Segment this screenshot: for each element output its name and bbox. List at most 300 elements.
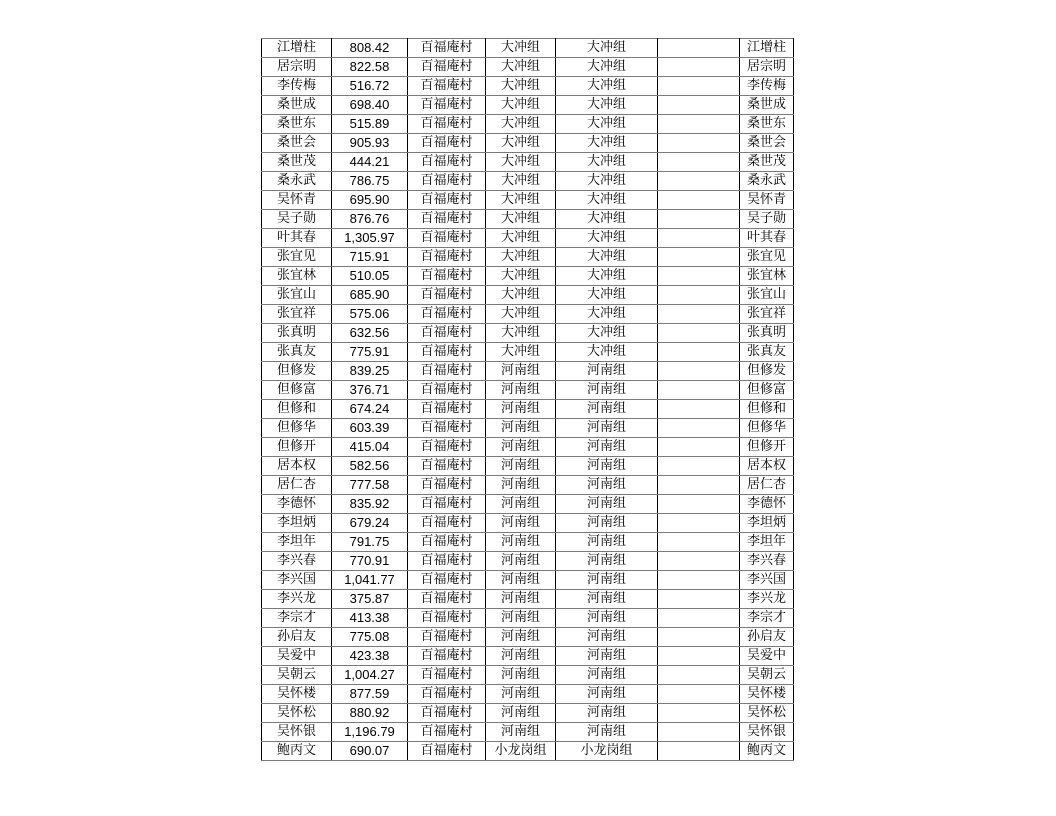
name-cell: 桑世成 [262,96,332,115]
group-cell: 大冲组 [486,153,556,172]
group-name-cell: 大冲组 [556,39,658,58]
blank-cell [658,514,740,533]
group-name-cell: 大冲组 [556,172,658,191]
recipient-name-cell: 吴朝云 [740,666,794,685]
group-name-cell: 小龙岗组 [556,742,658,761]
table-row [262,457,794,476]
amount-cell: 775.08 [332,628,408,647]
recipient-name-cell: 居本权 [740,457,794,476]
name-cell: 李坦年 [262,533,332,552]
recipient-name-cell: 桑世成 [740,96,794,115]
blank-cell [658,400,740,419]
group-name-cell: 河南组 [556,609,658,628]
recipient-name-cell: 张真明 [740,324,794,343]
table-row [262,514,794,533]
group-name-cell: 大冲组 [556,305,658,324]
group-cell: 河南组 [486,647,556,666]
table-row [262,628,794,647]
group-cell: 大冲组 [486,229,556,248]
recipient-name-cell: 但修发 [740,362,794,381]
group-name-cell: 河南组 [556,571,658,590]
group-cell: 河南组 [486,704,556,723]
amount-cell: 775.91 [332,343,408,362]
group-cell: 大冲组 [486,172,556,191]
recipient-name-cell: 吴怀青 [740,191,794,210]
recipient-name-cell: 李坦年 [740,533,794,552]
recipient-name-cell: 张真友 [740,343,794,362]
village-cell: 百福庵村 [408,381,486,400]
table-row [262,153,794,172]
recipient-name-cell: 但修富 [740,381,794,400]
recipient-name-cell: 吴爱中 [740,647,794,666]
blank-cell [658,571,740,590]
blank-cell [658,495,740,514]
village-cell: 百福庵村 [408,343,486,362]
amount-cell: 515.89 [332,115,408,134]
recipient-name-cell: 李宗才 [740,609,794,628]
blank-cell [658,248,740,267]
blank-cell [658,552,740,571]
name-cell: 但修华 [262,419,332,438]
group-name-cell: 河南组 [556,419,658,438]
group-name-cell: 大冲组 [556,58,658,77]
table-row [262,742,794,761]
amount-cell: 413.38 [332,609,408,628]
name-cell: 桑永武 [262,172,332,191]
amount-cell: 415.04 [332,438,408,457]
name-cell: 吴朝云 [262,666,332,685]
village-cell: 百福庵村 [408,590,486,609]
group-cell: 河南组 [486,438,556,457]
village-cell: 百福庵村 [408,172,486,191]
blank-cell [658,362,740,381]
name-cell: 孙启友 [262,628,332,647]
group-cell: 大冲组 [486,286,556,305]
group-cell: 大冲组 [486,210,556,229]
village-cell: 百福庵村 [408,666,486,685]
group-name-cell: 河南组 [556,685,658,704]
amount-cell: 679.24 [332,514,408,533]
group-cell: 河南组 [486,723,556,742]
group-name-cell: 大冲组 [556,210,658,229]
amount-cell: 376.71 [332,381,408,400]
table-row [262,39,794,58]
amount-cell: 685.90 [332,286,408,305]
group-name-cell: 河南组 [556,514,658,533]
group-name-cell: 大冲组 [556,134,658,153]
blank-cell [658,267,740,286]
name-cell: 李传梅 [262,77,332,96]
village-cell: 百福庵村 [408,324,486,343]
name-cell: 鲍丙文 [262,742,332,761]
village-cell: 百福庵村 [408,286,486,305]
name-cell: 张宜见 [262,248,332,267]
village-cell: 百福庵村 [408,77,486,96]
amount-cell: 835.92 [332,495,408,514]
table-row [262,571,794,590]
name-cell: 桑世东 [262,115,332,134]
group-cell: 河南组 [486,381,556,400]
amount-cell: 1,196.79 [332,723,408,742]
table-row [262,495,794,514]
table-row [262,685,794,704]
group-name-cell: 大冲组 [556,267,658,286]
group-cell: 大冲组 [486,39,556,58]
table-row [262,305,794,324]
recipient-name-cell: 鲍丙文 [740,742,794,761]
group-cell: 河南组 [486,552,556,571]
recipient-name-cell: 李兴国 [740,571,794,590]
blank-cell [658,419,740,438]
blank-cell [658,343,740,362]
group-cell: 河南组 [486,362,556,381]
amount-cell: 791.75 [332,533,408,552]
name-cell: 但修和 [262,400,332,419]
amount-cell: 674.24 [332,400,408,419]
village-cell: 百福庵村 [408,723,486,742]
amount-cell: 444.21 [332,153,408,172]
group-name-cell: 大冲组 [556,343,658,362]
table-row [262,438,794,457]
amount-cell: 880.92 [332,704,408,723]
amount-cell: 876.76 [332,210,408,229]
group-name-cell: 河南组 [556,533,658,552]
village-cell: 百福庵村 [408,571,486,590]
group-name-cell: 大冲组 [556,153,658,172]
table-row [262,704,794,723]
amount-cell: 822.58 [332,58,408,77]
group-name-cell: 河南组 [556,457,658,476]
village-cell: 百福庵村 [408,609,486,628]
amount-cell: 1,305.97 [332,229,408,248]
village-cell: 百福庵村 [408,134,486,153]
name-cell: 张宜林 [262,267,332,286]
group-name-cell: 河南组 [556,362,658,381]
blank-cell [658,77,740,96]
recipient-name-cell: 但修开 [740,438,794,457]
name-cell: 居仁杏 [262,476,332,495]
amount-cell: 375.87 [332,590,408,609]
blank-cell [658,704,740,723]
group-cell: 河南组 [486,685,556,704]
name-cell: 居本权 [262,457,332,476]
village-cell: 百福庵村 [408,476,486,495]
recipient-name-cell: 李兴龙 [740,590,794,609]
table-body [262,39,794,761]
group-cell: 小龙岗组 [486,742,556,761]
village-cell: 百福庵村 [408,400,486,419]
village-cell: 百福庵村 [408,628,486,647]
amount-cell: 786.75 [332,172,408,191]
village-cell: 百福庵村 [408,647,486,666]
recipient-name-cell: 江增柱 [740,39,794,58]
village-cell: 百福庵村 [408,495,486,514]
group-name-cell: 河南组 [556,438,658,457]
blank-cell [658,476,740,495]
group-name-cell: 河南组 [556,628,658,647]
amount-cell: 770.91 [332,552,408,571]
recipient-name-cell: 吴怀楼 [740,685,794,704]
name-cell: 但修发 [262,362,332,381]
name-cell: 张真明 [262,324,332,343]
village-cell: 百福庵村 [408,533,486,552]
blank-cell [658,438,740,457]
group-cell: 河南组 [486,533,556,552]
group-name-cell: 大冲组 [556,248,658,267]
table-row [262,286,794,305]
blank-cell [658,723,740,742]
blank-cell [658,305,740,324]
amount-cell: 575.06 [332,305,408,324]
group-cell: 大冲组 [486,248,556,267]
group-name-cell: 河南组 [556,476,658,495]
name-cell: 吴怀银 [262,723,332,742]
name-cell: 但修富 [262,381,332,400]
village-cell: 百福庵村 [408,742,486,761]
group-cell: 大冲组 [486,115,556,134]
table-row [262,381,794,400]
amount-cell: 877.59 [332,685,408,704]
amount-cell: 582.56 [332,457,408,476]
group-cell: 河南组 [486,666,556,685]
recipient-name-cell: 桑永武 [740,172,794,191]
name-cell: 李兴龙 [262,590,332,609]
table-row [262,723,794,742]
group-name-cell: 大冲组 [556,286,658,305]
group-cell: 河南组 [486,495,556,514]
village-cell: 百福庵村 [408,704,486,723]
table-row [262,96,794,115]
village-cell: 百福庵村 [408,191,486,210]
blank-cell [658,210,740,229]
group-name-cell: 大冲组 [556,324,658,343]
amount-cell: 632.56 [332,324,408,343]
group-cell: 河南组 [486,476,556,495]
amount-cell: 905.93 [332,134,408,153]
village-cell: 百福庵村 [408,438,486,457]
group-name-cell: 河南组 [556,666,658,685]
table-row [262,191,794,210]
blank-cell [658,115,740,134]
recipient-name-cell: 李德怀 [740,495,794,514]
amount-cell: 808.42 [332,39,408,58]
table-row [262,229,794,248]
table-row [262,77,794,96]
recipient-name-cell: 桑世会 [740,134,794,153]
name-cell: 李宗才 [262,609,332,628]
group-cell: 大冲组 [486,96,556,115]
table-row [262,267,794,286]
blank-cell [658,134,740,153]
table-row [262,552,794,571]
table-row [262,666,794,685]
recipient-name-cell: 居宗明 [740,58,794,77]
group-name-cell: 河南组 [556,723,658,742]
blank-cell [658,58,740,77]
table-row [262,647,794,666]
blank-cell [658,381,740,400]
amount-cell: 839.25 [332,362,408,381]
name-cell: 桑世会 [262,134,332,153]
recipient-name-cell: 张宜林 [740,267,794,286]
group-cell: 大冲组 [486,58,556,77]
group-name-cell: 大冲组 [556,77,658,96]
recipient-name-cell: 吴怀松 [740,704,794,723]
name-cell: 吴怀楼 [262,685,332,704]
blank-cell [658,324,740,343]
village-cell: 百福庵村 [408,552,486,571]
blank-cell [658,666,740,685]
amount-cell: 698.40 [332,96,408,115]
data-table [261,38,794,761]
table-row [262,590,794,609]
recipient-name-cell: 桑世茂 [740,153,794,172]
village-cell: 百福庵村 [408,514,486,533]
village-cell: 百福庵村 [408,229,486,248]
name-cell: 居宗明 [262,58,332,77]
blank-cell [658,685,740,704]
group-name-cell: 河南组 [556,704,658,723]
village-cell: 百福庵村 [408,210,486,229]
table-row [262,58,794,77]
blank-cell [658,647,740,666]
amount-cell: 695.90 [332,191,408,210]
group-cell: 大冲组 [486,324,556,343]
recipient-name-cell: 张宜祥 [740,305,794,324]
blank-cell [658,590,740,609]
village-cell: 百福庵村 [408,362,486,381]
amount-cell: 715.91 [332,248,408,267]
amount-cell: 423.38 [332,647,408,666]
group-cell: 大冲组 [486,267,556,286]
blank-cell [658,153,740,172]
table-row [262,533,794,552]
recipient-name-cell: 但修和 [740,400,794,419]
table-row [262,343,794,362]
group-cell: 河南组 [486,590,556,609]
group-cell: 大冲组 [486,134,556,153]
village-cell: 百福庵村 [408,96,486,115]
name-cell: 吴爱中 [262,647,332,666]
table-row [262,134,794,153]
name-cell: 张真友 [262,343,332,362]
group-cell: 大冲组 [486,343,556,362]
group-cell: 河南组 [486,457,556,476]
amount-cell: 510.05 [332,267,408,286]
recipient-name-cell: 吴怀银 [740,723,794,742]
group-name-cell: 大冲组 [556,229,658,248]
blank-cell [658,628,740,647]
name-cell: 李兴国 [262,571,332,590]
blank-cell [658,742,740,761]
amount-cell: 1,004.27 [332,666,408,685]
name-cell: 李德怀 [262,495,332,514]
village-cell: 百福庵村 [408,248,486,267]
name-cell: 但修开 [262,438,332,457]
village-cell: 百福庵村 [408,153,486,172]
table-row [262,476,794,495]
blank-cell [658,286,740,305]
group-cell: 大冲组 [486,77,556,96]
recipient-name-cell: 李传梅 [740,77,794,96]
table-row [262,248,794,267]
blank-cell [658,172,740,191]
village-cell: 百福庵村 [408,305,486,324]
group-name-cell: 河南组 [556,590,658,609]
group-cell: 大冲组 [486,305,556,324]
table-row [262,115,794,134]
name-cell: 李兴春 [262,552,332,571]
table-row [262,172,794,191]
recipient-name-cell: 叶其春 [740,229,794,248]
recipient-name-cell: 但修华 [740,419,794,438]
table-row [262,210,794,229]
group-name-cell: 河南组 [556,552,658,571]
group-name-cell: 大冲组 [556,191,658,210]
amount-cell: 603.39 [332,419,408,438]
recipient-name-cell: 桑世东 [740,115,794,134]
recipient-name-cell: 孙启友 [740,628,794,647]
blank-cell [658,39,740,58]
village-cell: 百福庵村 [408,58,486,77]
group-name-cell: 大冲组 [556,115,658,134]
blank-cell [658,533,740,552]
name-cell: 李坦炳 [262,514,332,533]
recipient-name-cell: 李坦炳 [740,514,794,533]
name-cell: 江增柱 [262,39,332,58]
name-cell: 吴子勋 [262,210,332,229]
group-cell: 河南组 [486,609,556,628]
recipient-name-cell: 张宜山 [740,286,794,305]
group-cell: 大冲组 [486,191,556,210]
group-cell: 河南组 [486,419,556,438]
amount-cell: 690.07 [332,742,408,761]
table-row [262,324,794,343]
recipient-name-cell: 李兴春 [740,552,794,571]
name-cell: 桑世茂 [262,153,332,172]
village-cell: 百福庵村 [408,457,486,476]
name-cell: 张宜山 [262,286,332,305]
village-cell: 百福庵村 [408,267,486,286]
blank-cell [658,609,740,628]
group-name-cell: 河南组 [556,381,658,400]
group-cell: 河南组 [486,571,556,590]
name-cell: 吴怀松 [262,704,332,723]
table-row [262,362,794,381]
recipient-name-cell: 张宜见 [740,248,794,267]
group-name-cell: 河南组 [556,400,658,419]
village-cell: 百福庵村 [408,115,486,134]
amount-cell: 777.58 [332,476,408,495]
group-name-cell: 大冲组 [556,96,658,115]
blank-cell [658,96,740,115]
group-name-cell: 河南组 [556,495,658,514]
name-cell: 吴怀青 [262,191,332,210]
name-cell: 张宜祥 [262,305,332,324]
blank-cell [658,229,740,248]
table-row [262,400,794,419]
table-row [262,419,794,438]
group-cell: 河南组 [486,628,556,647]
village-cell: 百福庵村 [408,419,486,438]
amount-cell: 1,041.77 [332,571,408,590]
recipient-name-cell: 居仁杏 [740,476,794,495]
group-cell: 河南组 [486,400,556,419]
group-name-cell: 河南组 [556,647,658,666]
table-row [262,609,794,628]
group-cell: 河南组 [486,514,556,533]
village-cell: 百福庵村 [408,685,486,704]
